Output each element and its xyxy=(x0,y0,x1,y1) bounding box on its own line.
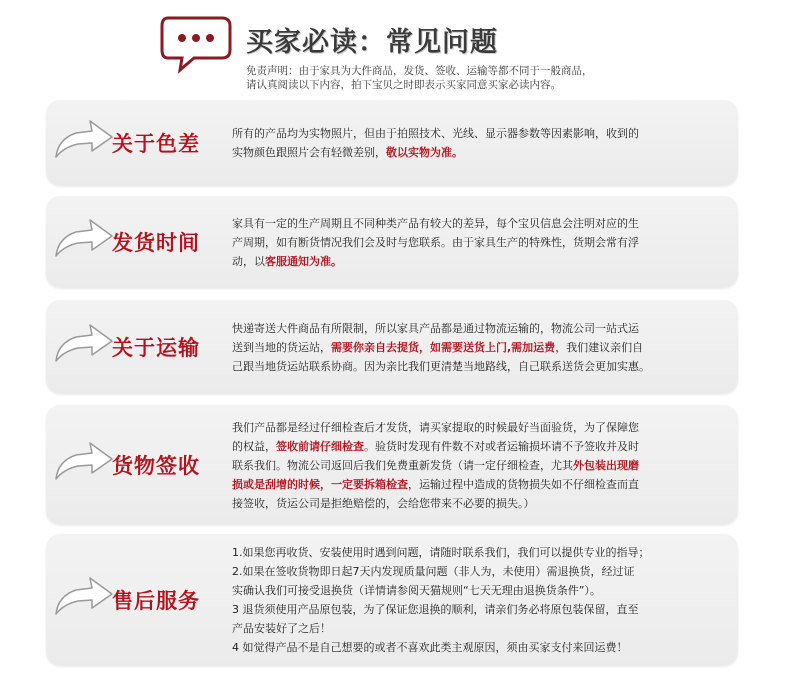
body-line xyxy=(232,437,726,456)
body-line xyxy=(232,214,726,233)
body-text: 3 退货须使用产品原包装，为了保证您退换的顺利，请亲们务必将原包装保留，直至 xyxy=(232,603,639,616)
disclaimer-line: 请认真阅读以下内容，拍下宝贝之时即表示买家同意买家必读内容。 xyxy=(246,79,561,91)
body-text: 4 如觉得产品不是自己想要的或者不喜欢此类主观原因，须由买家支付来回运费！ xyxy=(232,641,628,654)
body-line xyxy=(232,124,726,143)
curved-arrow-icon xyxy=(52,321,116,367)
page-header xyxy=(0,0,789,100)
speech-bubble-icon xyxy=(160,14,236,74)
faq-card-transport xyxy=(46,300,738,394)
body-text: 的权益， xyxy=(232,440,276,453)
faq-card-delivery-time xyxy=(46,196,738,288)
highlight-text: 损或是刮增的时候，一定要拆箱检查 xyxy=(232,478,408,491)
section-body xyxy=(232,319,726,376)
highlight-text: 敬以实物为准。 xyxy=(386,146,463,159)
body-text: 快递寄送大件商品有所限制，所以家具产品都是通过物流运输的，物流公司一站式运 xyxy=(232,322,639,335)
body-text: 产周期，如有断货情况我们会及时与您联系。由于家具生产的特殊性，货期会常有浮 xyxy=(232,236,639,249)
highlight-text: 需要你亲自去提货，如需要送货上门,需加运费 xyxy=(331,341,556,354)
faq-card-color-difference xyxy=(46,100,738,186)
curved-arrow-icon xyxy=(52,216,116,262)
body-line xyxy=(232,600,726,619)
highlight-text: 签收前请仔细检查 xyxy=(276,440,364,453)
body-text: ，运输过程中造成的货物损失如不仔细检查而直 xyxy=(408,478,639,491)
page-title: 买家必读：常见问题 xyxy=(246,27,498,58)
curved-arrow-icon xyxy=(52,439,116,485)
body-line xyxy=(232,418,726,437)
section-label: 关于色差 xyxy=(112,132,200,156)
body-text: 接签收，货运公司是拒绝赔偿的，会给您带来不必要的损失。） xyxy=(232,497,535,510)
body-text: 联系我们。物流公司返回后我们免费重新发货（请一定仔细检查，尤其 xyxy=(232,459,573,472)
body-line xyxy=(232,319,726,338)
disclaimer-text xyxy=(246,64,666,92)
section-body xyxy=(232,543,726,657)
highlight-text: 外包装出现磨 xyxy=(573,459,639,472)
body-line xyxy=(232,581,726,600)
faq-card-receipt xyxy=(46,405,738,525)
body-text: 实物颜色跟照片会有轻微差别， xyxy=(232,146,386,159)
body-line xyxy=(232,619,726,638)
body-text: 所有的产品均为实物照片，但由于拍照技术、光线、显示器参数等因素影响，收到的 xyxy=(232,127,639,140)
body-line xyxy=(232,233,726,252)
disclaimer-line: 免责声明：由于家具为大件商品，发货、签收、运输等都不同于一般商品， xyxy=(246,65,593,77)
body-line xyxy=(232,338,726,357)
body-text: 动，以 xyxy=(232,255,265,268)
body-line xyxy=(232,357,726,376)
highlight-text: 客服通知为准。 xyxy=(265,255,342,268)
section-body xyxy=(232,418,726,513)
body-line xyxy=(232,543,726,562)
body-text: 己跟当地货运站联系协商。因为亲比我们更清楚当地路线，自己联系送货会更加实惠。 xyxy=(232,360,650,373)
body-text: 产品安装好了之后！ xyxy=(232,622,331,635)
section-label: 货物签收 xyxy=(112,454,200,478)
body-text: 我们产品都是经过仔细检查后才发货，请买家提取的时候最好当面验货，为了保障您 xyxy=(232,421,639,434)
faq-card-after-sales xyxy=(46,534,738,666)
section-body xyxy=(232,124,726,162)
body-text: 家具有一定的生产周期且不同种类产品有较大的差异，每个宝贝信息会注明对应的生 xyxy=(232,217,639,230)
body-line xyxy=(232,638,726,657)
body-text: 1.如果您再收货、安装使用时遇到问题，请随时联系我们，我们可以提供专业的指导； xyxy=(232,546,650,559)
body-line xyxy=(232,475,726,494)
body-text: 2.如果在签收货物即日起7天内发现质量问题（非人为，未使用）需退换货，经过证 xyxy=(232,565,635,578)
body-line xyxy=(232,456,726,475)
body-line xyxy=(232,252,726,271)
curved-arrow-icon xyxy=(52,117,116,163)
section-body xyxy=(232,214,726,271)
body-text: ，我们建议亲们自 xyxy=(555,341,644,354)
section-label: 售后服务 xyxy=(112,589,200,613)
body-text: 。验货时发现有件数不对或者运输损坏请不予签收并及时 xyxy=(364,440,639,453)
body-text: 实确认我们可接受退换货（详情请参阅天猫规则“七天无理由退换货条件”）。 xyxy=(232,584,601,597)
body-text: 送到当地的货运站， xyxy=(232,341,331,354)
body-line xyxy=(232,494,726,513)
body-line xyxy=(232,143,726,162)
body-line xyxy=(232,562,726,581)
section-label: 关于运输 xyxy=(112,336,200,360)
curved-arrow-icon xyxy=(52,574,116,620)
section-label: 发货时间 xyxy=(112,231,200,255)
